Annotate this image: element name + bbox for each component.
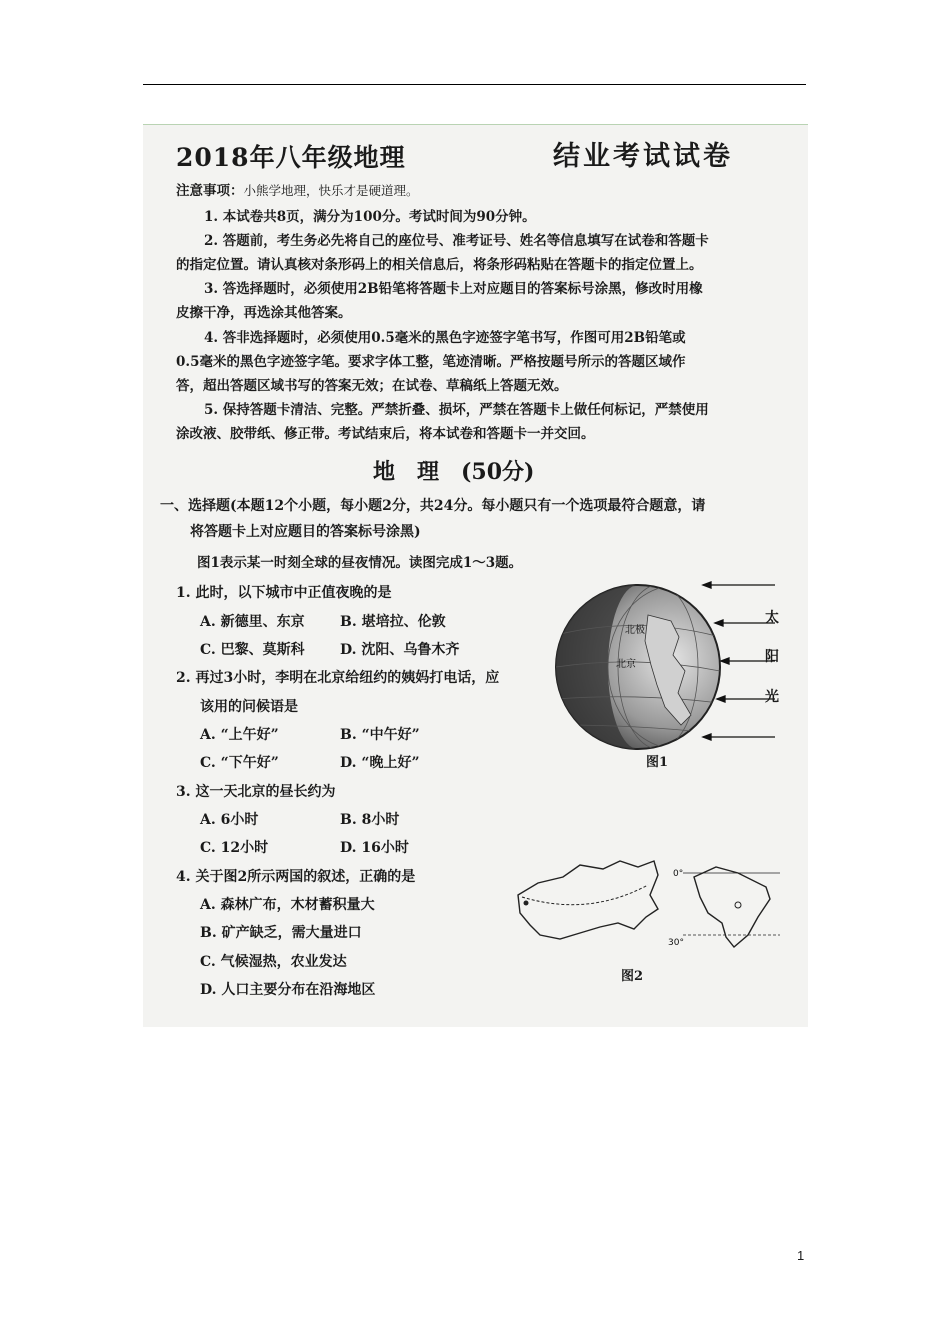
figure-1-caption: 图1: [646, 755, 669, 770]
notice-line: 3. 答选择题时，必须使用2B铅笔将答题卡上对应题目的答案标号涂黑，修改时用橡: [204, 281, 703, 297]
figure-1-globe: [553, 575, 793, 765]
question-1-option-d: D. 沈阳、乌鲁木齐: [340, 642, 460, 658]
section-heading: 一、选择题(本题12个小题，每小题2分，共24分。每小题只有一个选项最符合题意，请: [160, 498, 706, 514]
section-intro: 图1表示某一时刻全球的昼夜情况。读图完成1～3题。: [197, 555, 523, 571]
map-label-beijing: 北京: [616, 659, 636, 670]
question-4-option-a: A. 森林广布，木材蓄积量大: [200, 897, 375, 913]
notice-motto: 小熊学地理，快乐才是硬道理。: [243, 183, 419, 198]
exam-subtitle: 结业考试试卷: [553, 141, 733, 172]
figure-2-caption: 图2: [621, 969, 644, 984]
notice-line: 2. 答题前，考生务必先将自己的座位号、准考证号、姓名等信息填写在试卷和答题卡: [204, 233, 709, 249]
sunlight-label-char: 阳: [765, 649, 779, 665]
sunlight-label-char: 太: [765, 610, 779, 626]
question-2-option-d: D. “晚上好”: [340, 755, 420, 771]
notice-label: 注意事项：: [176, 183, 244, 199]
notice-line: 0.5毫米的黑色字迹签字笔。要求字体工整，笔迹清晰。严格按题号所示的答题区域作: [176, 354, 686, 370]
question-4-option-b: B. 矿产缺乏，需大量进口: [200, 925, 362, 941]
question-2-option-a: A. “上午好”: [200, 727, 279, 743]
map-label-north-pole: 北极: [625, 625, 645, 636]
question-3-stem: 3. 这一天北京的昼长约为: [176, 784, 336, 800]
notice-line: 1. 本试卷共8页，满分为100分。考试时间为90分钟。: [204, 209, 536, 225]
notice-line: 的指定位置。请认真核对条形码上的相关信息后，将条形码粘贴在答题卡的指定位置上。: [176, 257, 703, 273]
section-title: 地 理 (50分): [373, 459, 535, 485]
lat-label-30: 30°: [668, 938, 684, 948]
question-2-option-c: C. “下午好”: [200, 755, 279, 771]
question-1-stem: 1. 此时，以下城市中正值夜晚的是: [176, 585, 392, 601]
scanned-exam-page: [143, 124, 808, 1027]
sunlight-label-char: 光: [765, 689, 779, 705]
notice-line: 4. 答非选择题时，必须使用0.5毫米的黑色字迹签字笔书写，作图可用2B铅笔或: [204, 330, 686, 346]
notice-line: 答，超出答题区域书写的答案无效；在试卷、草稿纸上答题无效。: [176, 378, 568, 394]
lat-label-0: 0°: [673, 869, 684, 879]
question-2-stem: 2. 再过3小时，李明在北京给纽约的姨妈打电话，应: [176, 670, 500, 686]
question-1-option-a: A. 新德里、东京: [200, 614, 305, 630]
question-3-option-b: B. 8小时: [340, 812, 400, 828]
notice-line: 涂改液、胶带纸、修正带。考试结束后，将本试卷和答题卡一并交回。: [176, 426, 595, 442]
question-4-stem: 4. 关于图2所示两国的叙述，正确的是: [176, 869, 416, 885]
question-2-option-b: B. “中午好”: [340, 727, 420, 743]
question-1-option-c: C. 巴黎、莫斯科: [200, 642, 305, 658]
question-3-option-d: D. 16小时: [340, 840, 409, 856]
russia-capital-dot: [524, 901, 529, 906]
section-heading-cont: 将答题卡上对应题目的答案标号涂黑): [190, 524, 421, 540]
question-3-option-c: C. 12小时: [200, 840, 269, 856]
question-1-option-b: B. 堪培拉、伦敦: [340, 614, 446, 630]
question-3-option-a: A. 6小时: [200, 812, 259, 828]
question-4-option-c: C. 气候湿热，农业发达: [200, 954, 347, 970]
header-rule: [143, 84, 806, 85]
question-2-stem-cont: 该用的问候语是: [200, 699, 298, 715]
notice-line: 皮擦干净，再选涂其他答案。: [176, 305, 352, 321]
page-number: 1: [797, 1248, 805, 1263]
russia-outline: [518, 861, 658, 939]
notice-heading: [176, 179, 419, 199]
figure-2-maps: [508, 855, 798, 955]
notice-line: 5. 保持答题卡清洁、完整。严禁折叠、损坏，严禁在答题卡上做任何标记，严禁使用: [204, 402, 709, 418]
exam-title: 2018年八年级地理: [176, 143, 406, 172]
question-4-option-d: D. 人口主要分布在沿海地区: [200, 982, 376, 998]
